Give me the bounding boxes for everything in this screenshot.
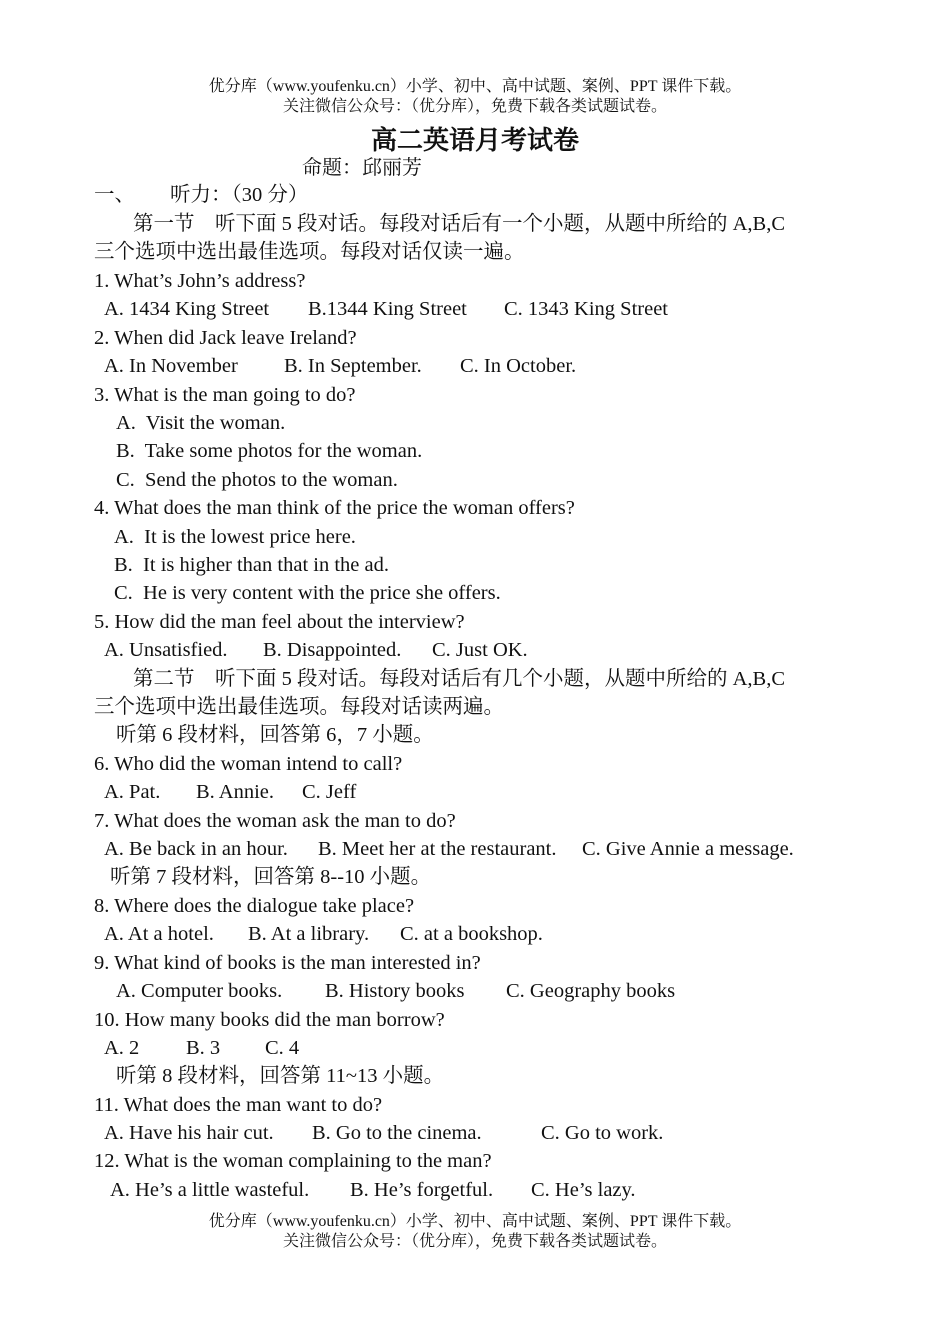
q8-option-a: A. At a hotel.	[104, 923, 214, 945]
question-7: 7. What does the woman ask the man to do?	[94, 810, 456, 832]
question-12: 12. What is the woman complaining to the man?	[94, 1150, 492, 1172]
question-5: 5. How did the man feel about the interview?	[94, 611, 465, 633]
question-6: 6. Who did the woman intend to call?	[94, 753, 403, 775]
section-heading: 听力：（30 分）	[170, 184, 309, 206]
q9-option-a: A. Computer books.	[116, 980, 283, 1002]
q3-option-b: B. Take some photos for the woman.	[116, 440, 423, 462]
q10-option-c: C. 4	[265, 1037, 300, 1059]
footer-line-2: 关注微信公众号：（优分库），免费下载各类试题试卷。	[282, 1233, 667, 1250]
q6-option-a: A. Pat.	[104, 781, 161, 803]
q3-option-c: C. Send the photos to the woman.	[116, 469, 398, 491]
q6-option-c: C. Jeff	[302, 781, 357, 803]
q7-option-b: B. Meet her at the restaurant.	[318, 838, 557, 860]
q5-option-c: C. Just OK.	[432, 639, 528, 661]
question-3: 3. What is the man going to do?	[94, 384, 356, 406]
q7-option-a: A. Be back in an hour.	[104, 838, 288, 860]
question-1: 1. What’s John’s address?	[94, 270, 306, 292]
q7-option-c: C. Give Annie a message.	[582, 838, 794, 860]
q10-option-b: B. 3	[186, 1037, 221, 1059]
q9-option-c: C. Geography books	[506, 980, 676, 1002]
q9-option-b: B. History books	[325, 980, 465, 1002]
question-8: 8. Where does the dialogue take place?	[94, 895, 415, 917]
q3-option-a: A. Visit the woman.	[116, 412, 286, 434]
q1-option-a: A. 1434 King Street	[104, 298, 270, 320]
q12-option-b: B. He’s forgetful.	[350, 1179, 494, 1201]
part1-intro-cont: 三个选项中选出最佳选项。每段对话仅读一遍。	[94, 241, 525, 263]
q2-option-a: A. In November	[104, 355, 238, 377]
page-title: 高二英语月考试卷	[370, 126, 579, 155]
part2-intro: 第二节 听下面 5 段对话。每段对话后有几个小题，从题中所给的 A,B,C	[133, 668, 786, 690]
q8-option-c: C. at a bookshop.	[400, 923, 543, 945]
q2-option-c: C. In October.	[460, 355, 577, 377]
q2-option-b: B. In September.	[284, 355, 422, 377]
footer-line-1: 优分库（www.youfenku.cn）小学、初中、高中试题、案例、PPT 课件下载。	[208, 1213, 742, 1230]
q5-option-b: B. Disappointed.	[263, 639, 402, 661]
question-4: 4. What does the man think of the price the woman offers?	[94, 497, 575, 519]
author: 命题：邱丽芳	[302, 157, 422, 179]
section-number: 一、	[94, 184, 135, 206]
q4-option-c: C. He is very content with the price she offers.	[114, 582, 501, 604]
material-7-note: 听第 7 段材料，回答第 8--10 小题。	[110, 866, 432, 888]
q12-option-a: A. He’s a little wasteful.	[110, 1179, 310, 1201]
part1-intro: 第一节 听下面 5 段对话。每段对话后有一个小题，从题中所给的 A,B,C	[133, 213, 786, 235]
q1-option-c: C. 1343 King Street	[504, 298, 668, 320]
q10-option-a: A. 2	[104, 1037, 140, 1059]
part2-intro-cont: 三个选项中选出最佳选项。每段对话读两遍。	[94, 696, 504, 718]
q4-option-a: A. It is the lowest price here.	[114, 526, 356, 548]
q11-option-a: A. Have his hair cut.	[104, 1122, 274, 1144]
question-2: 2. When did Jack leave Ireland?	[94, 327, 357, 349]
q11-option-b: B. Go to the cinema.	[312, 1122, 482, 1144]
material-8-note: 听第 8 段材料，回答第 11~13 小题。	[116, 1065, 445, 1087]
q12-option-c: C. He’s lazy.	[531, 1179, 636, 1201]
q11-option-c: C. Go to work.	[541, 1122, 664, 1144]
q8-option-b: B. At a library.	[248, 923, 370, 945]
header-line-1: 优分库（www.youfenku.cn）小学、初中、高中试题、案例、PPT 课件下载。	[208, 78, 742, 95]
q1-option-b: B.1344 King Street	[308, 298, 467, 320]
material-6-note: 听第 6 段材料，回答第 6，7 小题。	[116, 724, 434, 746]
header-line-2: 关注微信公众号：（优分库），免费下载各类试题试卷。	[282, 98, 667, 115]
question-9: 9. What kind of books is the man interested in?	[94, 952, 481, 974]
q6-option-b: B. Annie.	[196, 781, 275, 803]
q4-option-b: B. It is higher than that in the ad.	[114, 554, 389, 576]
question-11: 11. What does the man want to do?	[94, 1094, 383, 1116]
q5-option-a: A. Unsatisfied.	[104, 639, 228, 661]
question-10: 10. How many books did the man borrow?	[94, 1009, 445, 1031]
